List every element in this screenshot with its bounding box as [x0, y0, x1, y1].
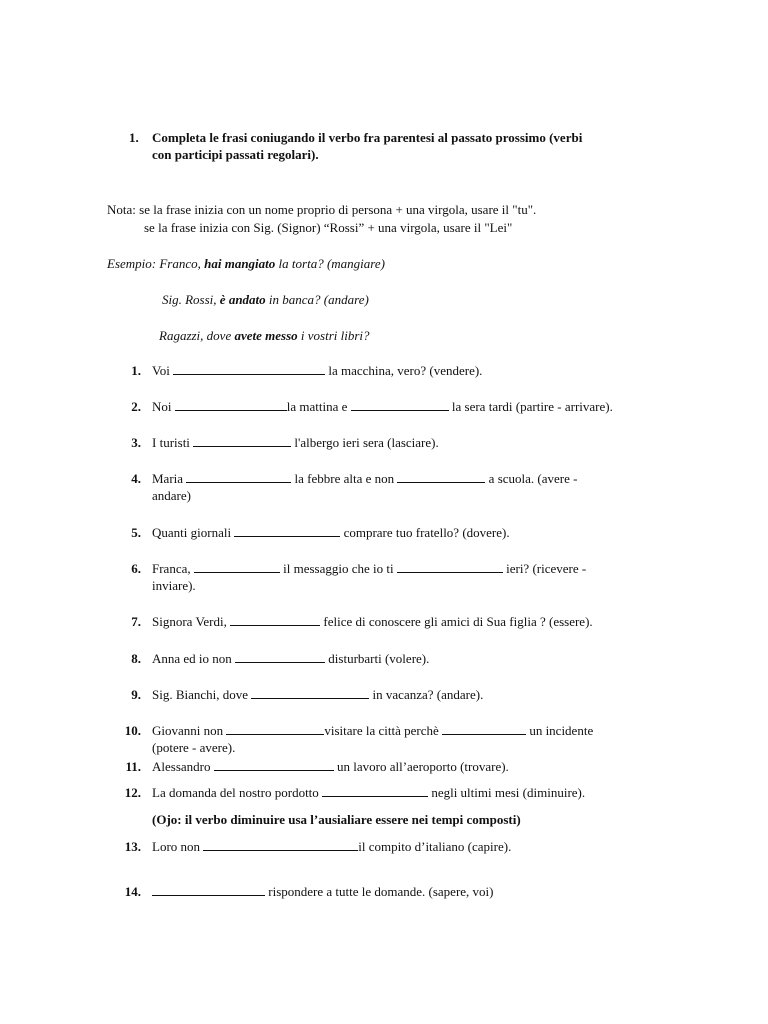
example-1-text-c: la torta? (mangiare) [275, 256, 385, 271]
question-number: 3. [131, 435, 141, 450]
question-text: l'albergo ieri sera (lasciare). [291, 435, 439, 450]
question-text: disturbarti (volere). [325, 651, 430, 666]
question-text: Signora Verdi, [152, 614, 231, 629]
question-2 [152, 398, 672, 415]
question-text: Quanti giornali [152, 525, 235, 540]
example-3-answer: avete messo [234, 328, 298, 343]
question-text: visitare la città perchè [324, 723, 443, 738]
question-number: 9. [131, 687, 141, 702]
question-number: 13. [124, 839, 141, 854]
answer-blank[interactable] [397, 470, 485, 483]
question-text: Sig. Bianchi, dove [152, 687, 252, 702]
answer-blank[interactable] [226, 722, 324, 735]
question-12 [152, 784, 672, 801]
example-3 [159, 327, 370, 344]
question-3 [152, 434, 672, 451]
example-3-text-c: i vostri libri? [297, 328, 370, 343]
question-text: la macchina, vero? (vendere). [325, 363, 483, 378]
answer-blank[interactable] [251, 686, 369, 699]
answer-blank[interactable] [186, 470, 291, 483]
example-2-answer: è andato [219, 292, 266, 307]
note-line-2: se la frase inizia con Sig. (Signor) “Rossi” + una virgola, usare il "Lei" [144, 220, 513, 235]
question-11 [152, 758, 672, 775]
example-1 [107, 255, 385, 272]
question-text: in vacanza? (andare). [369, 687, 484, 702]
question-9 [152, 686, 672, 703]
ojo-note: (Ojo: il verbo diminuire usa l’ausialiare essere nei tempi composti) [152, 812, 521, 827]
note-line-1: Nota: se la frase inizia con un nome proprio di persona + una virgola, usare il "tu". [107, 202, 537, 217]
instruction-line-2: con participi passati regolari). [152, 147, 319, 162]
question-text: La domanda del nostro pordotto [152, 785, 323, 800]
answer-blank[interactable] [230, 613, 320, 626]
question-text: Loro non [152, 839, 204, 854]
question-text: I turisti [152, 435, 194, 450]
question-number: 12. [124, 785, 141, 800]
question-text: Voi [152, 363, 174, 378]
question-text: Giovanni non [152, 723, 227, 738]
question-5 [152, 524, 672, 541]
question-number: 6. [131, 561, 141, 576]
question-text: il compito d’italiano (capire). [358, 839, 512, 854]
question-text: il messaggio che io ti [279, 561, 397, 576]
question-text: comprare tuo fratello? (dovere). [340, 525, 510, 540]
example-2 [162, 291, 369, 308]
question-text: Franca, [152, 561, 194, 576]
answer-blank[interactable] [175, 398, 287, 411]
answer-blank[interactable] [152, 883, 265, 896]
question-text: felice di conoscere gli amici di Sua figlia ? (essere). [320, 614, 593, 629]
question-10 [152, 722, 672, 756]
question-1 [152, 362, 672, 379]
answer-blank[interactable] [214, 758, 334, 771]
question-4 [152, 470, 672, 504]
question-text: negli ultimi mesi (diminuire). [428, 785, 586, 800]
answer-blank[interactable] [235, 650, 325, 663]
question-number: 2. [131, 399, 141, 414]
answer-blank[interactable] [173, 362, 325, 375]
question-number: 1. [131, 363, 141, 378]
question-14 [152, 883, 672, 900]
question-text: Alessandro [152, 759, 214, 774]
answer-blank[interactable] [322, 784, 428, 797]
question-text: Anna ed io non [152, 651, 236, 666]
question-text: a scuola. (avere - [485, 471, 578, 486]
question-number: 4. [131, 471, 141, 486]
question-text: la mattina e [286, 399, 351, 414]
example-1-answer: hai mangiato [204, 256, 276, 271]
question-number: 5. [131, 525, 141, 540]
question-text: un incidente [526, 723, 594, 738]
question-6 [152, 560, 672, 594]
question-7 [152, 613, 672, 630]
question-text: Noi [152, 399, 175, 414]
question-text: la sera tardi (partire - arrivare). [448, 399, 613, 414]
question-text-continued: (potere - avere). [152, 740, 236, 755]
answer-blank[interactable] [351, 398, 449, 411]
example-3-text-a: Ragazzi, dove [159, 328, 235, 343]
answer-blank[interactable] [234, 524, 340, 537]
answer-blank[interactable] [442, 722, 526, 735]
example-1-text-a: Esempio: Franco, [107, 256, 205, 271]
question-8 [152, 650, 672, 667]
answer-blank[interactable] [203, 838, 358, 851]
instruction-number: 1. [129, 130, 139, 145]
instruction-line-1: Completa le frasi coniugando il verbo fra parentesi al passato prossimo (verbi [152, 130, 583, 145]
question-text: Maria [152, 471, 187, 486]
question-text: la febbre alta e non [291, 471, 398, 486]
question-number: 7. [131, 614, 141, 629]
question-text: rispondere a tutte le domande. (sapere, voi) [265, 884, 494, 899]
answer-blank[interactable] [193, 434, 291, 447]
question-number: 10. [124, 723, 141, 738]
example-2-text-c: in banca? (andare) [265, 292, 369, 307]
instruction-text [152, 129, 672, 163]
example-2-text-a: Sig. Rossi, [162, 292, 220, 307]
question-text-continued: inviare). [152, 578, 196, 593]
question-text: ieri? (ricevere - [502, 561, 587, 576]
question-13 [152, 838, 672, 855]
question-text-continued: andare) [152, 488, 191, 503]
question-text: un lavoro all’aeroporto (trovare). [333, 759, 509, 774]
question-number: 14. [124, 884, 141, 899]
answer-blank[interactable] [397, 560, 503, 573]
question-number: 11. [125, 759, 141, 774]
question-number: 8. [131, 651, 141, 666]
answer-blank[interactable] [194, 560, 280, 573]
